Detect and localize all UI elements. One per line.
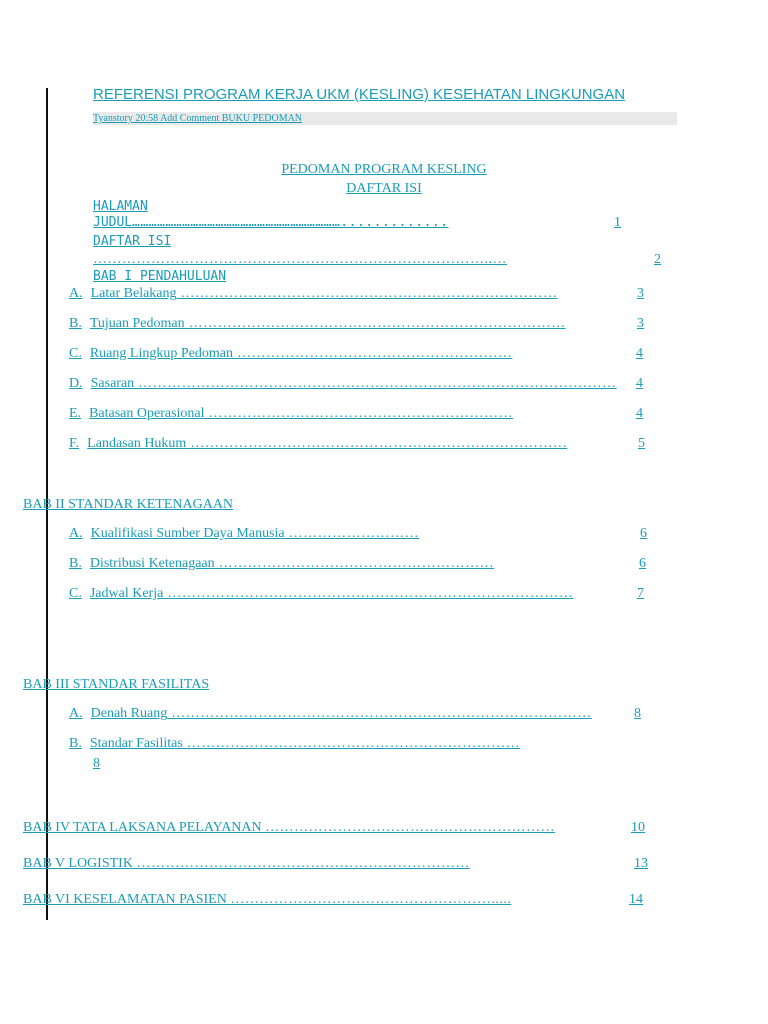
bab3-item-page[interactable]: 8 — [634, 706, 641, 721]
toc-bab5[interactable]: BAB V LOGISTIK …………………………………………………………… — [23, 856, 470, 871]
bab1-item-page[interactable]: 3 — [637, 286, 644, 301]
post-meta[interactable]: Tyanstory 20:58 Add Comment BUKU PEDOMAN — [93, 112, 677, 125]
toc-bab2[interactable]: BAB II STANDAR KETENAGAAN — [23, 497, 234, 512]
toc-item-label: Jadwal Kerja — [89, 586, 164, 601]
toc-bab1[interactable]: BAB I PENDAHULUAN — [93, 269, 227, 284]
toc-item-letter: B. — [69, 736, 82, 751]
toc-row-daftar-isi[interactable]: ………………………………………………………………………..… — [93, 252, 507, 267]
bab2-item-page[interactable]: 6 — [640, 526, 647, 541]
document-heading: PEDOMAN PROGRAM KESLING — [281, 162, 487, 177]
toc-item-letter: A. — [69, 706, 83, 721]
toc-item-label: Kualifikasi Sumber Daya Manusia — [90, 526, 285, 541]
toc-daftar-isi[interactable]: DAFTAR ISI — [93, 234, 172, 249]
toc-item-letter: A. — [69, 286, 83, 301]
toc-page-bab5[interactable]: 13 — [634, 856, 648, 871]
bab3-item[interactable]: A. Denah Ruang …………………………………………………………………………… — [69, 706, 592, 721]
toc-item-label: Denah Ruang — [90, 706, 168, 721]
bab2-item-page[interactable]: 6 — [639, 556, 646, 571]
toc-bab4[interactable]: BAB IV TATA LAKSANA PELAYANAN …………………………………………………… — [23, 820, 556, 835]
post-title-link[interactable]: REFERENSI PROGRAM KERJA UKM (KESLING) KESEHATAN LINGKUNGAN — [93, 86, 626, 103]
bab1-item-page[interactable]: 4 — [636, 346, 643, 361]
toc-page-bab4[interactable]: 10 — [631, 820, 645, 835]
toc-item-label: Standar Fasilitas — [89, 736, 183, 751]
bab1-item[interactable]: C. Ruang Lingkup Pedoman ………………………………………………… — [69, 346, 513, 361]
toc-item-label: Ruang Lingkup Pedoman — [89, 346, 233, 361]
bab1-item[interactable]: D. Sasaran ……………………………………………………………………………………… — [69, 376, 617, 391]
toc-page-judul[interactable]: 1 — [614, 215, 621, 230]
toc-page-daftar-isi[interactable]: 2 — [654, 252, 661, 267]
bab1-item-page[interactable]: 4 — [636, 406, 643, 421]
bab1-item[interactable]: A. Latar Belakang …………………………………………………………………… — [69, 286, 558, 301]
bab3-item[interactable]: B. Standar Fasilitas …………………………………………………………… — [69, 736, 521, 751]
toc-page-bab6[interactable]: 14 — [629, 892, 643, 907]
toc-halaman[interactable]: HALAMAN — [93, 199, 148, 214]
bab3-item-page[interactable]: 8 — [93, 756, 100, 771]
toc-item-letter: B. — [69, 556, 82, 571]
toc-bab6[interactable]: BAB VI KESELAMATAN PASIEN ………………………………………………..... — [23, 892, 512, 907]
bab2-item[interactable]: A. Kualifikasi Sumber Daya Manusia ……………………… — [69, 526, 420, 541]
bab2-item-page[interactable]: 7 — [637, 586, 644, 601]
toc-row-judul[interactable]: JUDUL…………………………………………………………………............. — [93, 215, 449, 230]
toc-item-label: Latar Belakang — [90, 286, 177, 301]
toc-item-label: Landasan Hukum — [87, 436, 187, 451]
toc-item-letter: F. — [69, 436, 80, 451]
toc-bab3[interactable]: BAB III STANDAR FASILITAS — [23, 677, 210, 692]
toc-item-letter: B. — [69, 316, 82, 331]
toc-item-label: Batasan Operasional — [89, 406, 205, 421]
bab1-item[interactable]: E. Batasan Operasional ……………………………………………………… — [69, 406, 514, 421]
toc-item-letter: A. — [69, 526, 83, 541]
toc-item-label: Sasaran — [90, 376, 135, 391]
toc-item-letter: C. — [69, 346, 82, 361]
bab1-item-page[interactable]: 5 — [638, 436, 645, 451]
toc-item-letter: C. — [69, 586, 82, 601]
bab1-item-page[interactable]: 3 — [637, 316, 644, 331]
bab1-item[interactable]: B. Tujuan Pedoman …………………………………………………………………… — [69, 316, 566, 331]
document-subheading: DAFTAR ISI — [346, 181, 422, 196]
toc-item-label: Tujuan Pedoman — [89, 316, 185, 331]
bab1-item[interactable]: F. Landasan Hukum …………………………………………………………………… — [69, 436, 568, 451]
bab2-item[interactable]: C. Jadwal Kerja ………………………………………………………………………… — [69, 586, 574, 601]
toc-item-label: Distribusi Ketenagaan — [89, 556, 215, 571]
bab2-item[interactable]: B. Distribusi Ketenagaan ………………………………………………… — [69, 556, 495, 571]
toc-item-letter: E. — [69, 406, 82, 421]
bab1-item-page[interactable]: 4 — [636, 376, 643, 391]
toc-item-letter: D. — [69, 376, 83, 391]
